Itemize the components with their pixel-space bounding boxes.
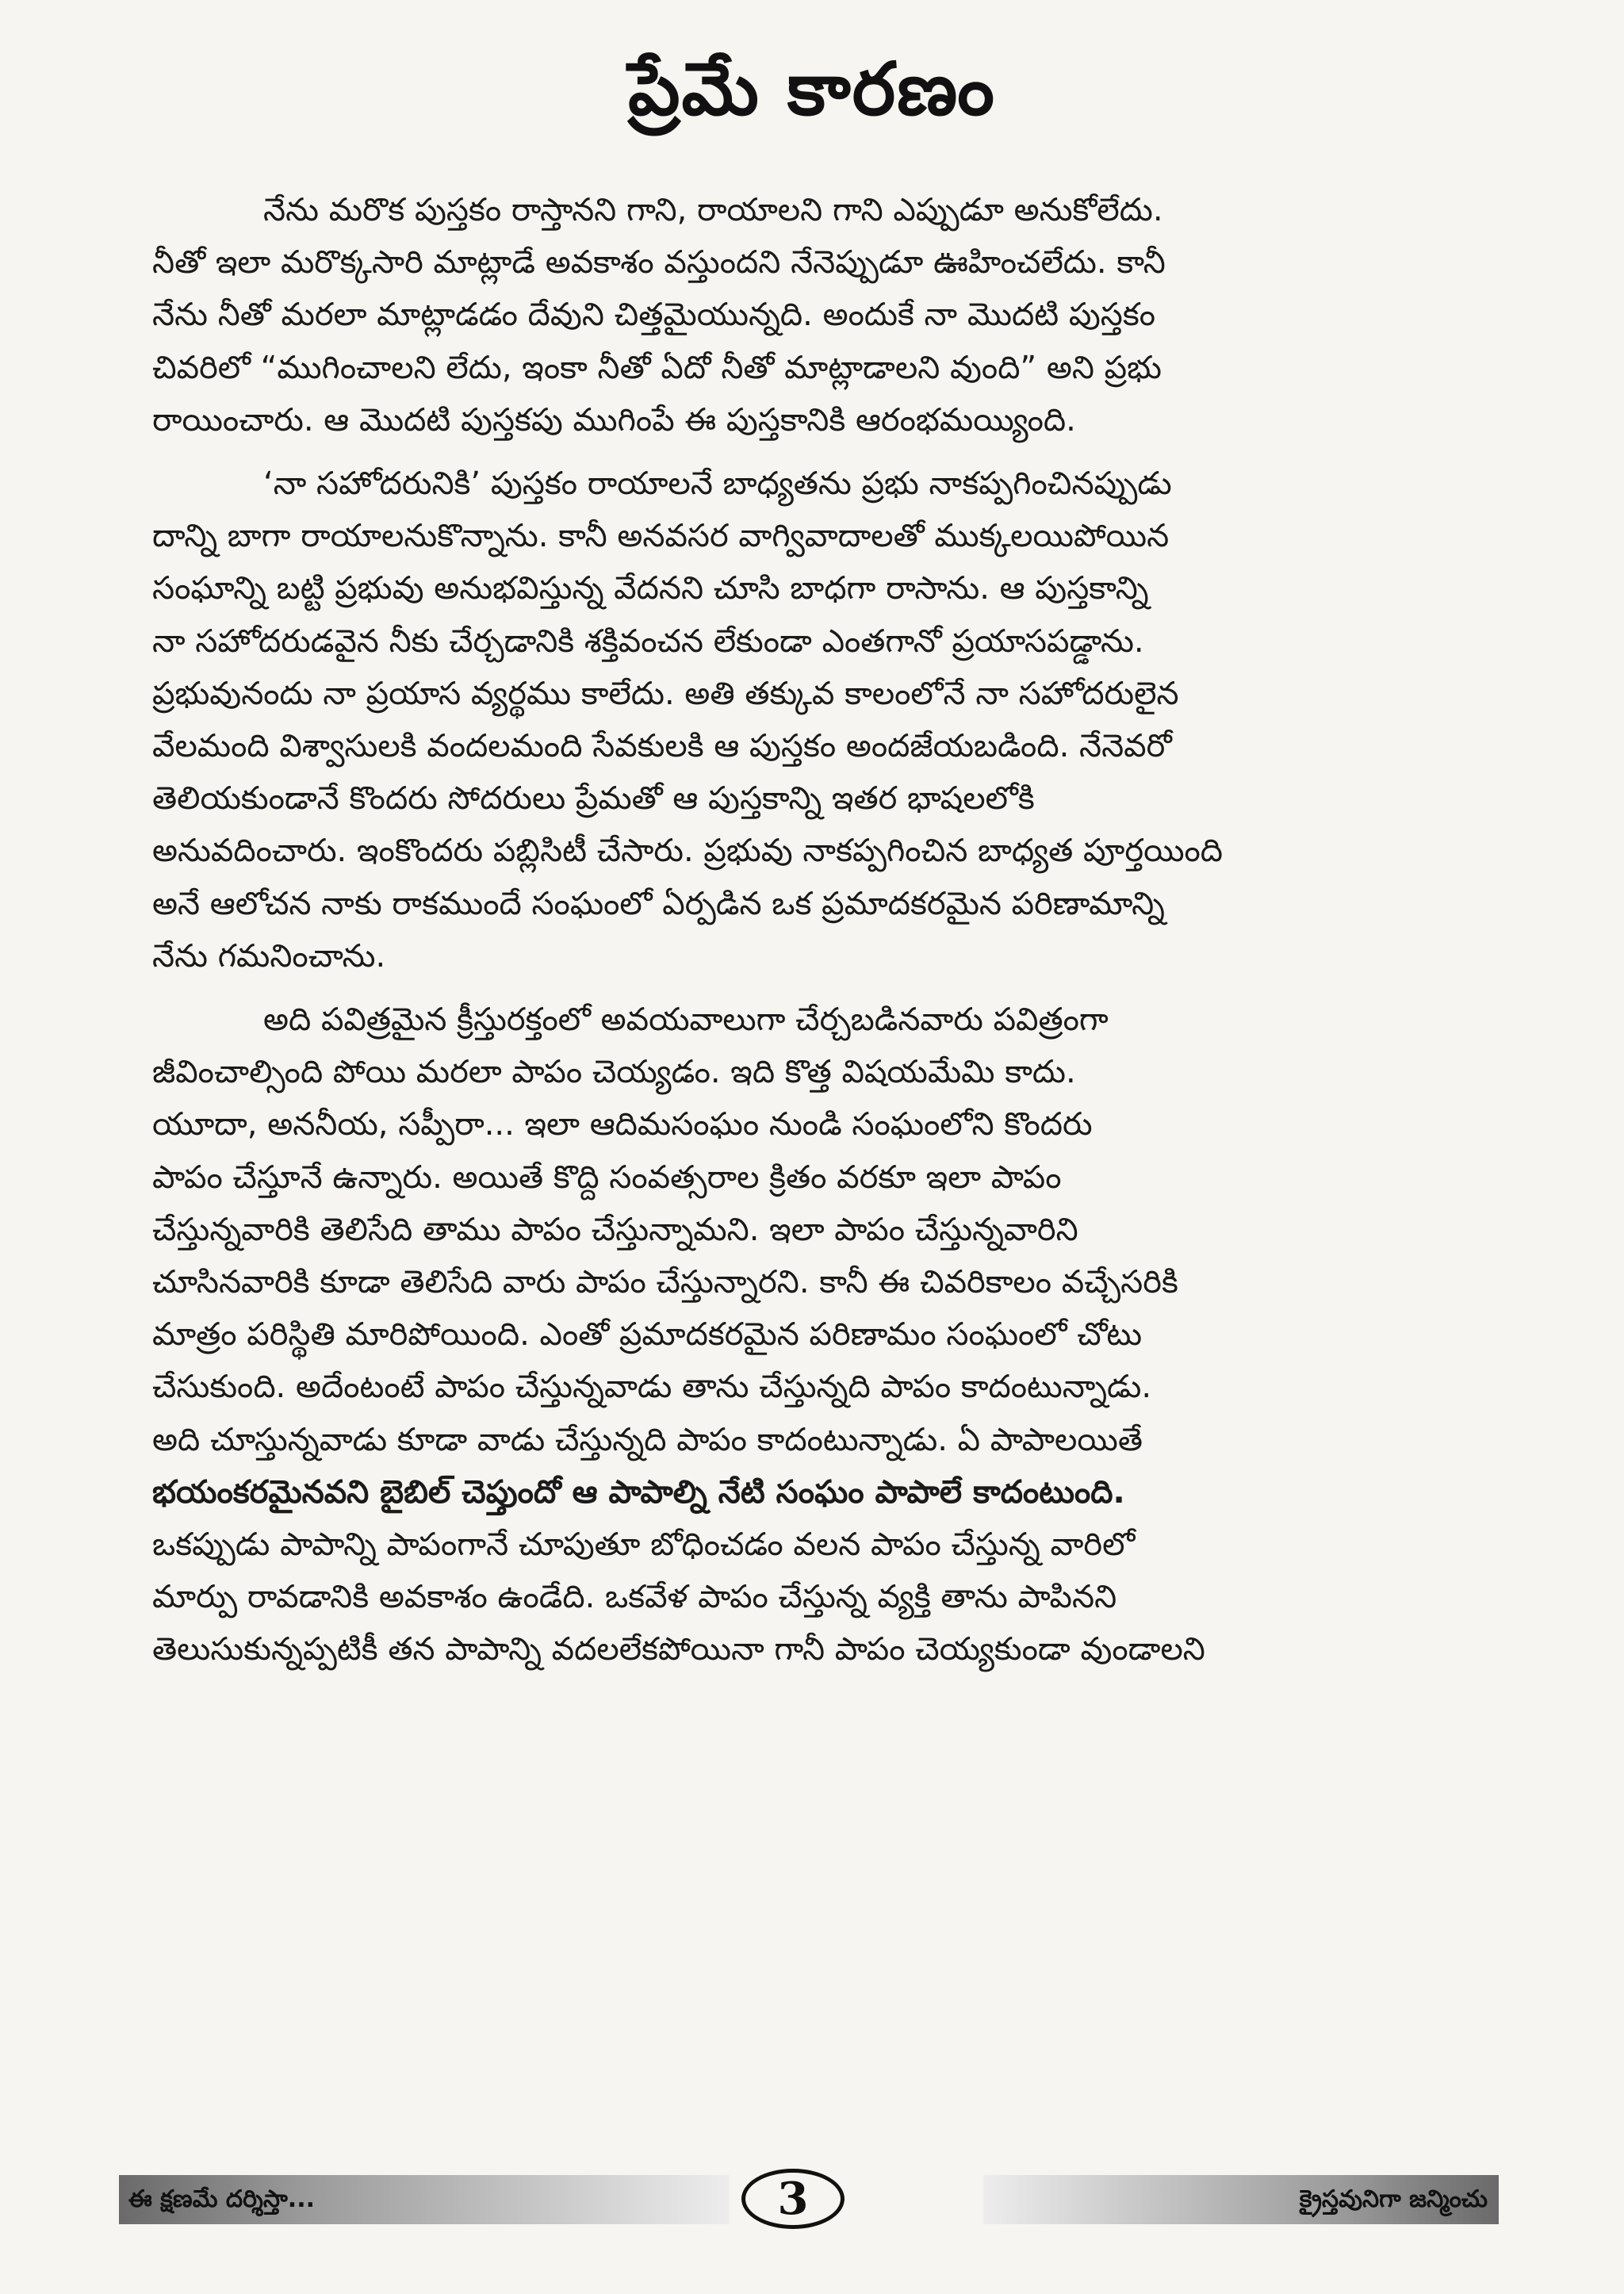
- page-title: ప్రేమే కారణం: [628, 46, 996, 132]
- text-line: తెలియకుండానే కొందరు సోదరులు ప్రేమతో ఆ పుస్తకాన్ని ఇతర భాషలలోకి: [152, 780, 1035, 818]
- text-line: తెలుసుకున్నప్పటికీ తన పాపాన్ని వదలలేకపోయినా గానీ పాపం చెయ్యకుండా వుండాలని: [152, 1631, 1205, 1668]
- text-line: నేను గమనించాను.: [152, 937, 386, 975]
- footer-chapter-title: క్రైస్తవునిగా జన్మించు: [983, 2175, 1499, 2224]
- text-line: అనువదించారు. ఇంకొందరు పబ్లిసిటీ చేసారు. ప్రభువు నాకప్పగించిన బాధ్యత పూర్తయింది: [152, 833, 1224, 870]
- text-line: దాన్ని బాగా రాయాలనుకొన్నాను. కానీ అనవసర వాగ్వివాదాలతో ముక్కలయిపోయిన: [152, 518, 1170, 555]
- text-line: ఒకప్పుడు పాపాన్ని పాపంగానే చూపుతూ బోధించడం వలన పాపం చేస్తున్న వారిలో: [152, 1526, 1136, 1564]
- text-line: అనే ఆలోచన నాకు రాకముందే సంఘంలో ఏర్పడిన ఒక ప్రమాదకరమైన పరిణామాన్ని: [152, 885, 1165, 922]
- text-line: అది పవిత్రమైన క్రీస్తురక్తంలో అవయవాలుగా చేర్చబడినవారు పవిత్రంగా: [263, 1001, 1109, 1039]
- text-line: మాత్రం పరిస్థితి మారిపోయింది. ఎంతో ప్రమాదకరమైన పరిణామం సంఘంలో చోటు: [152, 1316, 1143, 1354]
- page-number: 3: [741, 2169, 845, 2229]
- text-line: ప్రభువునందు నా ప్రయాస వ్యర్థము కాలేదు. అతి తక్కువ కాలంలోనే నా సహోదరులైన: [152, 675, 1179, 712]
- text-line: యూదా, అననీయ, సప్పీరా... ఇలా ఆదిమసంఘం నుండి సంఘంలోని కొందరు: [152, 1106, 1093, 1143]
- text-line: ‘నా సహోదరునికి’ పుస్తకం రాయాలనే బాధ్యతను ప్రభు నాకప్పగించినప్పుడు: [263, 465, 1172, 503]
- footer-book-title: ఈ క్షణమే దర్శిస్తా...: [119, 2175, 730, 2224]
- text-line: నేను నీతో మరలా మాట్లాడడం దేవుని చిత్తమైయున్నది. అందుకే నా మొదటి పుస్తకం: [152, 297, 1155, 334]
- text-line: రాయించారు. ఆ మొదటి పుస్తకపు ముగింపే ఈ పుస్తకానికి ఆరంభమయ్యింది.: [152, 401, 1076, 439]
- text-line: వేలమంది విశ్వాసులకి వందలమంది సేవకులకి ఆ పుస్తకం అందజేయబడింది. నేనెవరో: [152, 728, 1172, 765]
- text-line: నీతో ఇలా మరొక్కసారి మాట్లాడే అవకాశం వస్తుందని నేనెప్పుడూ ఊహించలేదు. కానీ: [152, 244, 1166, 281]
- text-line: అది చూస్తున్నవాడు కూడా వాడు చేస్తున్నది పాపం కాదంటున్నాడు. ఏ పాపాలయితే: [152, 1421, 1143, 1458]
- body-text: [152, 184, 1478, 1687]
- paragraph-3: [152, 994, 1478, 1676]
- text-line: చేస్తున్నవారికి తెలిసేది తాము పాపం చేస్తున్నామని. ఇలా పాపం చేస్తున్నవారిని: [152, 1211, 1078, 1248]
- text-line: చివరిలో “ముగించాలని లేదు, ఇంకా నీతో ఏదో నీతో మాట్లాడాలని వుంది” అని ప్రభు: [152, 349, 1162, 386]
- page-footer: [119, 2169, 1499, 2231]
- text-line: నేను మరొక పుస్తకం రాస్తానని గాని, రాయాలని గాని ఎప్పుడూ అనుకోలేదు.: [263, 192, 1163, 228]
- text-line: చూసినవారికి కూడా తెలిసేది వారు పాపం చేస్తున్నారని. కానీ ఈ చివరికాలం వచ్చేసరికి: [152, 1264, 1178, 1301]
- text-line: నా సహోదరుడవైన నీకు చేర్చడానికి శక్తివంచన లేకుండా ఎంతగానో ప్రయాసపడ్డాను.: [152, 622, 1144, 660]
- text-line: చేసుకుంది. అదేంటంటే పాపం చేస్తున్నవాడు తాను చేస్తున్నది పాపం కాదంటున్నాడు.: [152, 1369, 1152, 1406]
- text-line: మార్పు రావడానికి అవకాశం ఉండేది. ఒకవేళ పాపం చేస్తున్న వ్యక్తి తాను పాపినని: [152, 1579, 1117, 1616]
- paragraph-1: [152, 184, 1478, 446]
- text-line: భయంకరమైనవని బైబిల్ చెప్తుందో ఆ పాపాల్ని నేటి సంఘం పాపాలే కాదంటుంది.: [152, 1473, 1125, 1511]
- text-line: సంఘాన్ని బట్టి ప్రభువు అనుభవిస్తున్న వేదనని చూసి బాధగా రాసాను. ఆ పుస్తకాన్ని: [152, 570, 1149, 607]
- text-line: పాపం చేస్తూనే ఉన్నారు. అయితే కొద్ది సంవత్సరాల క్రితం వరకూ ఇలా పాపం: [152, 1158, 1062, 1196]
- paragraph-2: [152, 458, 1478, 982]
- text-line: జీవించాల్సింది పోయి మరలా పాపం చెయ్యడం. ఇది కొత్త విషయమేమి కాదు.: [152, 1054, 1076, 1091]
